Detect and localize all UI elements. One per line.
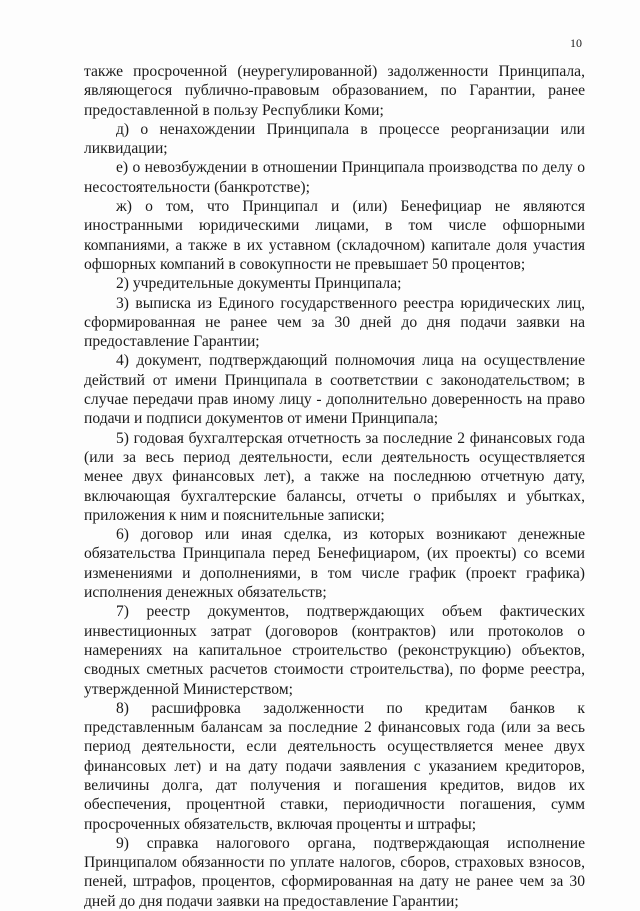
paragraph-item-3: 3) выписка из Единого государственного реестра юридических лиц, сформированная не ранее чем за 30 дней до дня подачи заявки на предоставление Гарантии; (84, 294, 585, 351)
paragraph-item-zh: ж) о том, что Принципал и (или) Бенефициар не являются иностранными юридическими лицами, в том числе офшорными компаниями, а также в их уставном (складочном) капитале доля участия офшорных компаний в совокупности не превышает 50 процентов; (84, 198, 585, 273)
paragraph-item-d: д) о ненахождении Принципала в процессе реорганизации или ликвидации; (84, 120, 585, 158)
paragraph-item-4: 4) документ, подтверждающий полномочия лица на осуществление действий от имени Принципала в соответствии с законодательством; в случае передачи прав иному лицу - дополнительно доверенность на право подачи и подписи документов от имени Принципала; (84, 352, 585, 428)
paragraph-item-e: е) о невозбуждении в отношении Принципала производства по делу о несостоятельности (банкротстве); (84, 159, 585, 196)
paragraph-item-9: 9) справка налогового органа, подтверждающая исполнение Принципалом обязанности по уплате налогов, сборов, страховых взносов, пеней, штрафов, процентов, сформированная на дату не ранее чем за 30 дней до дня подачи заявки на предоставление Гарантии; (84, 834, 585, 910)
page-number: 10 (570, 36, 582, 50)
paragraph-continuation: также просроченной (неурегулированной) задолженности Принципала, являющегося публично-правовым образованием, по Гарантии, ранее предоставленной в пользу Республики Коми; (84, 63, 585, 119)
paragraph-item-2: 2) учредительные документы Принципала; (116, 275, 402, 293)
paragraph-item-7: 7) реестр документов, подтверждающих объем фактических инвестиционных затрат (договоров (контрактов) или протоколов о намерениях на капитальное строительство (реконструкцию) объектов, сводных сметных расчетов стоимости строительства), по форме реестра, утвержденной Министерством; (84, 603, 585, 698)
document-body (84, 62, 585, 911)
paragraph-item-6: 6) договор или иная сделка, из которых возникают денежные обязательства Принципала перед Бенефициаром, (их проекты) со всеми изменениями и дополнениями, в том числе график (проект графика) исполнения денежных обязательств; (84, 526, 585, 602)
paragraph-item-5: 5) годовая бухгалтерская отчетность за последние 2 финансовых года (или за весь период деятельности, если деятельность осуществляется менее двух финансовых лет), а также на последнюю отчетную дату, включающая бухгалтерские балансы, отчеты о прибылях и убытках, приложения к ним и пояснительные записки; (84, 429, 585, 524)
paragraph-item-8: 8) расшифровка задолженности по кредитам банков к представленным балансам за последние 2 финансовых года (или за весь период деятельности, если деятельность осуществляется менее двух финансовых лет) и на дату подачи заявления с указанием кредиторов, величины долга, дат получения и погашения кредитов, видов их обеспечения, процентной ставки, периодичности погашения, сумм просроченных обязательств, включая проценты и штрафы; (84, 699, 585, 833)
